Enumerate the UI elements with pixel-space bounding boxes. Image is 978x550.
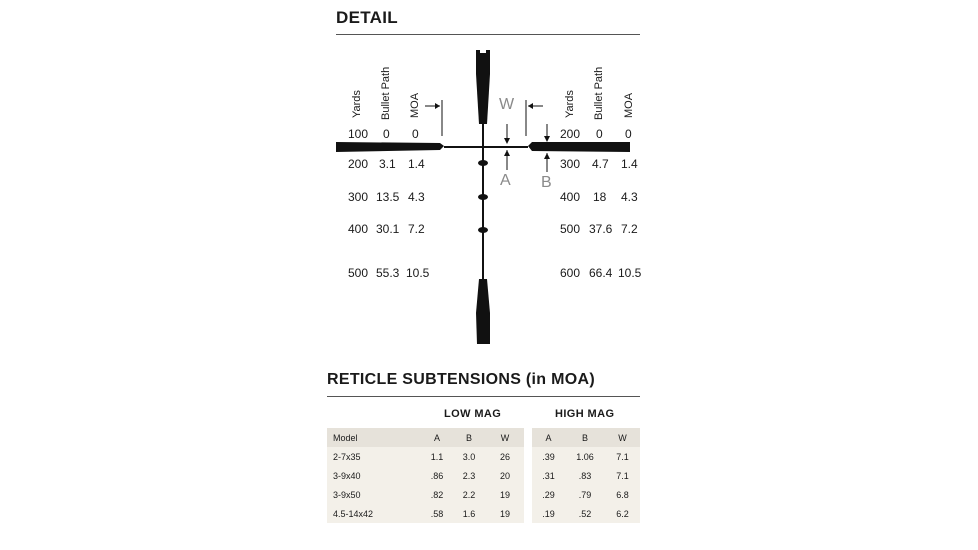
col-low-b: B [452,428,486,447]
col-high-w: W [605,428,640,447]
reticle-bottom-post [476,279,490,344]
subtensions-table [327,428,640,523]
right-moa-3: 4.3 [621,190,638,204]
low-b-value: 1.6 [462,508,476,519]
high-a-value: .31 [542,470,555,481]
left-moa-4: 7.2 [408,222,425,236]
reticle-top-post [476,50,490,124]
right-moa-1: 0 [625,127,632,141]
right-path-4: 37.6 [589,222,613,236]
left-path-5: 55.3 [376,266,400,280]
b-label: B [541,174,552,191]
b-arrowhead-bottom [544,153,550,159]
row-model: 3-9x50 [333,489,361,500]
right-yards-4: 500 [560,222,581,236]
right-header-bullet-path: Bullet Path [593,66,605,120]
row-model: 2-7x35 [333,451,361,462]
high-a-value: .39 [542,451,555,462]
low-b-value: 3.0 [462,451,476,462]
left-header-yards: Yards [351,90,363,118]
left-yards-2: 200 [348,157,369,171]
left-yards-3: 300 [348,190,369,204]
left-header-bullet-path: Bullet Path [380,66,392,120]
row-model: 3-9x40 [333,470,361,481]
high-mag-heading: HIGH MAG [555,408,615,420]
high-w-value: 6.8 [616,489,629,500]
low-w-value: 26 [499,451,510,462]
right-header-moa: MOA [623,92,635,118]
high-w-value: 7.1 [616,451,629,462]
right-yards-3: 400 [560,190,581,204]
left-yards-4: 400 [348,222,369,236]
reticle-top-notch [480,50,486,53]
right-moa-2: 1.4 [621,157,638,171]
left-moa-3: 4.3 [408,190,425,204]
right-path-2: 4.7 [592,157,609,171]
table-row [327,447,640,466]
low-mag-heading: LOW MAG [444,408,502,420]
low-a-value: .58 [430,508,444,519]
col-low-w: W [486,428,524,447]
right-moa-5: 10.5 [618,266,642,280]
high-b-value: .83 [578,470,592,481]
low-a-value: .82 [430,489,444,500]
row-model: 4.5-14x42 [333,508,374,519]
right-yards-5: 600 [560,266,581,280]
high-w-value: 7.1 [616,470,629,481]
right-moa-4: 7.2 [621,222,638,236]
high-b-value: .79 [578,489,592,500]
b-arrowhead-top [544,136,550,142]
table-row [327,485,640,504]
left-moa-1: 0 [412,127,419,141]
left-path-3: 13.5 [376,190,400,204]
low-w-value: 20 [499,470,510,481]
low-w-value: 19 [499,508,510,519]
right-yards-2: 300 [560,157,581,171]
low-w-value: 19 [499,489,510,500]
right-header-yards: Yards [564,90,576,118]
col-low-a: A [422,428,452,447]
subtensions-divider [327,396,640,397]
a-label: A [500,172,511,189]
col-gap [524,428,532,447]
reticle-dot-2 [478,194,488,200]
table-row [327,504,640,523]
a-arrowhead-top [504,138,510,144]
w-label: W [499,96,515,113]
subtensions-title: RETICLE SUBTENSIONS (in MOA) [327,371,595,388]
right-path-3: 18 [593,190,607,204]
high-b-value: 1.06 [576,451,594,462]
table-header-row [327,428,640,447]
left-moa-5: 10.5 [406,266,430,280]
high-a-value: .29 [542,489,555,500]
left-yards-5: 500 [348,266,369,280]
right-path-1: 0 [596,127,603,141]
col-high-b: B [565,428,605,447]
reticle-dot-3 [478,227,488,233]
w-arrowhead-right [528,103,533,109]
low-b-value: 2.3 [462,470,476,481]
left-path-2: 3.1 [379,157,396,171]
low-a-value: .86 [430,470,444,481]
table-row [327,466,640,485]
col-model: Model [327,428,422,447]
reticle-dot-1 [478,160,488,166]
right-path-5: 66.4 [589,266,613,280]
left-path-1: 0 [383,127,390,141]
a-arrowhead-bottom [504,150,510,156]
reticle-left-post [336,142,444,152]
left-path-4: 30.1 [376,222,400,236]
right-yards-1: 200 [560,127,581,141]
high-b-value: .52 [578,508,592,519]
low-b-value: 2.2 [462,489,476,500]
left-moa-2: 1.4 [408,157,425,171]
w-arrowhead-left [435,103,440,109]
col-high-a: A [532,428,565,447]
detail-title: DETAIL [336,8,398,27]
high-a-value: .19 [542,508,555,519]
left-header-moa: MOA [409,92,421,118]
reticle-right-post [528,142,630,152]
left-yards-1: 100 [348,127,369,141]
low-a-value: 1.1 [430,451,444,462]
high-w-value: 6.2 [616,508,629,519]
